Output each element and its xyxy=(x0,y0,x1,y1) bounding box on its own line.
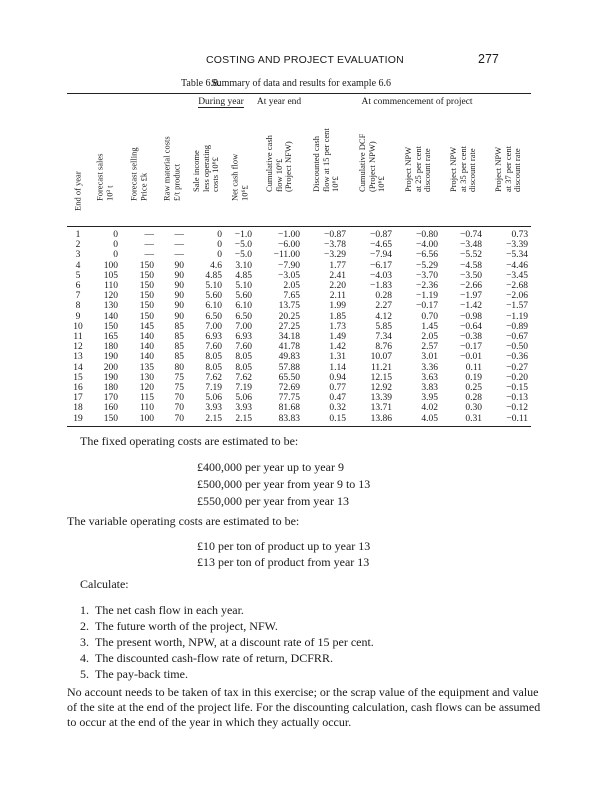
table-cell: −0.67 xyxy=(506,332,529,343)
table-caption-text: Summary of data and results for example 6.6 xyxy=(211,78,392,89)
table-row xyxy=(67,414,531,427)
group-at-year-end: At year end xyxy=(256,97,302,107)
table-row xyxy=(67,322,531,332)
column-header-text: Discounted cash flow at 15 per cent 10⁶£ xyxy=(310,127,340,192)
table-cell: 18 xyxy=(73,403,83,414)
table-cell: 7.00 xyxy=(235,321,253,332)
task-item: 3. The present worth, NPW, at a discount rate of 15 per cent. xyxy=(80,635,374,649)
table-cell: 170 xyxy=(103,393,118,404)
table-cell: −0.50 xyxy=(506,342,529,353)
table-cell: 1.73 xyxy=(329,321,347,332)
column-header xyxy=(187,108,225,227)
task-item: 5. The pay-back time. xyxy=(80,667,188,681)
table-cell: 130 xyxy=(103,301,118,312)
table-row xyxy=(67,332,531,342)
table-cell: −0.12 xyxy=(506,403,529,414)
group-at-commencement: At commencement of project xyxy=(361,97,473,107)
table-cell: 150 xyxy=(139,281,154,292)
variable-costs-intro: The variable operating costs are estimated to be: xyxy=(67,514,300,528)
table-cell: 150 xyxy=(103,321,118,332)
table-cell: 4.12 xyxy=(375,311,393,322)
table-cell: 1.85 xyxy=(329,311,347,322)
table-cell: 4.6 xyxy=(210,260,222,271)
table-cell: 10 xyxy=(73,321,83,332)
table-cell: 3.36 xyxy=(421,362,439,373)
table-cell: −4.46 xyxy=(506,260,529,271)
table-cell: 70 xyxy=(174,393,184,404)
table-cell: 1.14 xyxy=(329,362,347,373)
table-cell: −0.98 xyxy=(460,311,483,322)
table-row xyxy=(67,261,531,271)
table-cell: 3.63 xyxy=(421,372,439,383)
table-cell: 130 xyxy=(139,372,154,383)
table-cell: 6.50 xyxy=(205,311,222,322)
table-cell: 150 xyxy=(139,291,154,302)
column-header-text: Cumulative DCF (Project NPW) 10⁶£ xyxy=(356,133,386,192)
table-cell: 2.57 xyxy=(421,342,439,353)
table-cell: 140 xyxy=(139,352,154,363)
table-cell: 7.34 xyxy=(375,332,393,343)
table-cell: 5.60 xyxy=(235,291,253,302)
table-label: Table 6.8. xyxy=(180,78,221,89)
table-cell: 0.73 xyxy=(511,230,529,240)
table-cell: −0.89 xyxy=(506,321,529,332)
table-cell: 0.30 xyxy=(465,403,483,414)
table-cell: 140 xyxy=(103,311,118,322)
table-cell: 0.28 xyxy=(375,291,393,302)
table-cell: −0.87 xyxy=(324,230,347,240)
column-header xyxy=(395,108,441,227)
table-cell: 140 xyxy=(139,332,154,343)
table-cell: 90 xyxy=(174,291,184,302)
table-cell: −11.00 xyxy=(273,250,301,261)
table-cell: 0 xyxy=(217,240,222,251)
table-cell: −5.29 xyxy=(416,260,439,271)
table-row xyxy=(67,271,531,281)
table-row xyxy=(67,383,531,393)
variable-cost-line: £13 per ton of product from year 13 xyxy=(197,555,370,569)
table-cell: 2.15 xyxy=(235,413,253,424)
table-cell: −5.0 xyxy=(234,250,253,261)
table-cell: — xyxy=(144,230,154,240)
table-cell: 7.60 xyxy=(235,342,253,353)
fixed-cost-line: £550,000 per year from year 13 xyxy=(197,494,349,508)
table-cell: 115 xyxy=(140,393,154,404)
table-cell: −3.05 xyxy=(278,270,301,281)
table-cell: 2.15 xyxy=(205,413,222,424)
table-cell: −6.17 xyxy=(370,260,393,271)
table-cell: 27.25 xyxy=(278,321,301,332)
table-cell: 4.05 xyxy=(421,413,439,424)
table-cell: 2.20 xyxy=(329,281,347,292)
table-cell: 12.92 xyxy=(370,383,393,394)
table-row xyxy=(67,373,531,383)
column-header-text: Forecast sales 10³ t xyxy=(94,153,114,201)
table-cell: −5.34 xyxy=(506,250,529,261)
column-header xyxy=(485,108,531,227)
table-cell: 8.76 xyxy=(375,342,393,353)
closing-paragraph: No account needs to be taken of tax in this exercise; or the scrap value of the equipment and value of the site at the end of the project life. For the discounting calculation, cash flows can be assumed to occur at the end of the year in which they actually occur. xyxy=(67,685,541,729)
table-cell: 7.19 xyxy=(235,383,253,394)
table-cell: −0.15 xyxy=(506,383,529,394)
table-cell: 200 xyxy=(103,362,118,373)
table-cell: −4.65 xyxy=(370,240,393,251)
table-caption xyxy=(0,78,612,89)
table-cell: 6 xyxy=(75,281,81,292)
table-cell: — xyxy=(144,250,154,261)
table-cell: −2.06 xyxy=(506,291,529,302)
table-row xyxy=(67,312,531,322)
table-cell: 1.77 xyxy=(329,260,347,271)
task-item: 4. The discounted cash-flow rate of return, DCFRR. xyxy=(80,651,333,665)
table-cell: −1.19 xyxy=(416,291,439,302)
task-item: 2. The future worth of the project, NFW. xyxy=(80,619,278,633)
table-row xyxy=(67,281,531,291)
table-cell: 0 xyxy=(113,250,118,261)
table-cell: 3 xyxy=(75,250,81,261)
table-cell: −3.29 xyxy=(324,250,347,261)
table-cell: 13.71 xyxy=(370,403,393,414)
calculate-heading: Calculate: xyxy=(80,577,129,591)
table-cell: 85 xyxy=(174,352,184,363)
table-cell: 6.93 xyxy=(235,332,253,343)
table-cell: −0.27 xyxy=(506,362,529,373)
table-cell: −1.83 xyxy=(370,281,393,292)
column-header xyxy=(67,108,89,227)
table-cell: −1.97 xyxy=(460,291,483,302)
table-cell: 90 xyxy=(174,311,184,322)
table-cell: −5.0 xyxy=(234,240,253,251)
table-cell: 150 xyxy=(139,270,154,281)
column-header xyxy=(121,108,157,227)
table-cell: 85 xyxy=(174,332,184,343)
table-cell: −2.68 xyxy=(506,281,529,292)
table-row xyxy=(67,352,531,362)
table-cell: 3.93 xyxy=(205,403,222,414)
column-header-text: Forecast selling Price £k xyxy=(128,147,148,201)
table-cell: 6.10 xyxy=(235,301,253,312)
table-cell: −2.36 xyxy=(416,281,439,292)
table-cell: 0.11 xyxy=(465,362,483,373)
table-cell: 160 xyxy=(103,403,118,414)
table-cell: −0.38 xyxy=(460,332,483,343)
table-cell: 13.86 xyxy=(370,413,393,424)
table-cell: 1.99 xyxy=(329,301,347,312)
table-cell: 0 xyxy=(113,240,118,251)
table-cell: 0.32 xyxy=(329,403,347,414)
table-cell: −1.57 xyxy=(506,301,529,312)
table-cell: 5.06 xyxy=(235,393,253,404)
table-cell: 1 xyxy=(75,230,81,240)
table-cell: 0.25 xyxy=(465,383,483,394)
table-cell: 7.00 xyxy=(205,321,222,332)
table-cell: 4.85 xyxy=(235,270,253,281)
table-cell: 85 xyxy=(174,342,184,353)
table-cell: −3.78 xyxy=(324,240,347,251)
table-cell: −2.66 xyxy=(460,281,483,292)
table-row xyxy=(67,250,531,260)
table-cell: 75 xyxy=(174,372,184,383)
table-cell: 20.25 xyxy=(278,311,301,322)
table-cell: −0.36 xyxy=(506,352,529,363)
table-cell: −3.70 xyxy=(416,270,439,281)
table-cell: 3.10 xyxy=(235,260,253,271)
fixed-cost-line: £500,000 per year from year 9 to 13 xyxy=(197,477,371,491)
table-cell: — xyxy=(144,240,154,251)
table-cell: 100 xyxy=(139,413,154,424)
table-cell: −4.00 xyxy=(416,240,439,251)
table-cell: −0.13 xyxy=(506,393,529,404)
table-cell: 13.75 xyxy=(278,301,301,312)
table-cell: — xyxy=(174,240,184,251)
table-cell: 77.75 xyxy=(278,393,301,404)
table-cell: 150 xyxy=(139,260,154,271)
table-cell: −0.20 xyxy=(506,372,529,383)
table-cell: 70 xyxy=(174,403,184,414)
table-cell: 0.70 xyxy=(421,311,439,322)
table-cell: −3.45 xyxy=(506,270,529,281)
table-cell: — xyxy=(174,230,184,240)
table-cell: −3.50 xyxy=(460,270,483,281)
table-cell: 10.07 xyxy=(370,352,393,363)
table-cell: 80 xyxy=(174,362,184,373)
table-cell: 180 xyxy=(103,342,118,353)
table-cell: 0.94 xyxy=(329,372,347,383)
table-cell: 11.21 xyxy=(370,362,393,373)
table-cell: 5.60 xyxy=(205,291,222,302)
column-header xyxy=(225,108,255,227)
table-cell: 1.49 xyxy=(329,332,347,343)
table-cell: 57.88 xyxy=(278,362,301,373)
table-cell: 2.41 xyxy=(329,270,347,281)
table-cell: 7 xyxy=(75,291,81,302)
table-cell: 150 xyxy=(139,311,154,322)
table-cell: 5.10 xyxy=(205,281,222,292)
table-cell: 7.60 xyxy=(205,342,222,353)
table-cell: 7.62 xyxy=(235,372,253,383)
running-head xyxy=(0,54,612,70)
table-cell: 120 xyxy=(103,291,118,302)
column-header-text: Project NPW at 25 per cent discount rate xyxy=(402,145,432,192)
table-cell: 6.50 xyxy=(235,311,253,322)
table-cell: 8.05 xyxy=(235,362,253,373)
table-cell: 8.05 xyxy=(235,352,253,363)
column-header-text: Project NPW at 35 per cent discount rate xyxy=(447,145,477,192)
table-row xyxy=(67,301,531,311)
table-cell: 5.10 xyxy=(235,281,253,292)
table-cell: — xyxy=(174,250,184,261)
table-cell: 72.69 xyxy=(278,383,301,394)
table-cell: −7.94 xyxy=(370,250,393,261)
table-cell: 13 xyxy=(73,352,83,363)
table-cell: 1.42 xyxy=(329,342,347,353)
table-cell: 90 xyxy=(174,260,184,271)
table-cell: 0.47 xyxy=(329,393,347,404)
table-cell: 100 xyxy=(103,260,118,271)
table-cell: 70 xyxy=(174,413,184,424)
table-cell: 4.02 xyxy=(421,403,439,414)
table-cell: 7.19 xyxy=(205,383,222,394)
table-cell: 3.83 xyxy=(421,383,439,394)
table-cell: 19 xyxy=(73,413,83,424)
table-cell: 0.15 xyxy=(329,413,347,424)
table-cell: 12.15 xyxy=(370,372,393,383)
column-header xyxy=(349,108,395,227)
column-header xyxy=(157,108,187,227)
table-cell: 5 xyxy=(75,270,81,281)
fixed-cost-line: £400,000 per year up to year 9 xyxy=(197,460,344,474)
table-cell: −7.90 xyxy=(278,260,301,271)
table-cell: −1.00 xyxy=(278,230,301,240)
table-cell: 4.85 xyxy=(205,270,222,281)
table-cell: −0.01 xyxy=(460,352,483,363)
group-header-row xyxy=(67,94,531,109)
table-cell: 90 xyxy=(174,301,184,312)
table-cell: 0 xyxy=(217,250,222,261)
table-cell: 8.05 xyxy=(205,362,222,373)
table-cell: 1.31 xyxy=(329,352,347,363)
running-head-title: COSTING AND PROJECT EVALUATION xyxy=(206,54,404,66)
column-header-text: Net cash flow 10⁶£ xyxy=(229,153,249,201)
table-cell: 135 xyxy=(139,362,154,373)
table-cell: 65.50 xyxy=(278,372,301,383)
table-cell: −4.58 xyxy=(460,260,483,271)
table-cell: 13.39 xyxy=(370,393,393,404)
table-cell: 49.83 xyxy=(278,352,301,363)
table-row xyxy=(67,291,531,301)
table-cell: 6.10 xyxy=(205,301,222,312)
table-cell: 2.05 xyxy=(421,332,439,343)
table-cell: 81.68 xyxy=(278,403,301,414)
table-cell: 9 xyxy=(75,311,81,322)
table-cell: 150 xyxy=(103,413,118,424)
table-cell: −0.87 xyxy=(370,230,393,240)
table-cell: 0.31 xyxy=(465,413,483,424)
column-header-text: Project NPW at 37 per cent discount rate xyxy=(492,145,522,192)
table-cell: −1.19 xyxy=(506,311,529,322)
table-cell: 2.11 xyxy=(329,291,347,302)
column-header xyxy=(303,108,349,227)
table-cell: 5.06 xyxy=(205,393,222,404)
table-cell: −1.42 xyxy=(460,301,483,312)
table-cell: 0.77 xyxy=(329,383,347,394)
table-cell: 0 xyxy=(217,230,222,240)
table-cell: 83.83 xyxy=(278,413,301,424)
table-cell: 2.05 xyxy=(283,281,301,292)
column-header xyxy=(89,108,121,227)
table-row xyxy=(67,393,531,403)
table-cell: 120 xyxy=(139,383,154,394)
table-cell: 165 xyxy=(103,332,118,343)
table-cell: 7.65 xyxy=(283,291,301,302)
table-cell: −3.39 xyxy=(506,240,529,251)
group-during-year: During year xyxy=(198,97,244,107)
table-cell: −1.0 xyxy=(234,230,253,240)
table-cell: 0.19 xyxy=(465,372,483,383)
page-number: 277 xyxy=(478,52,499,66)
table-cell: 180 xyxy=(103,383,118,394)
table-row xyxy=(67,342,531,352)
column-header-row xyxy=(67,108,531,227)
data-table xyxy=(67,93,531,427)
table-cell: 105 xyxy=(103,270,118,281)
table-cell: 90 xyxy=(174,270,184,281)
table-cell: 190 xyxy=(103,352,118,363)
table-row xyxy=(67,403,531,413)
task-item: 1. The net cash flow in each year. xyxy=(80,603,244,617)
table-cell: 17 xyxy=(73,393,83,404)
table-cell: −6.56 xyxy=(416,250,439,261)
table-row xyxy=(67,240,531,250)
table-cell: 12 xyxy=(73,342,83,353)
table-cell: 41.78 xyxy=(278,342,301,353)
table-cell: 4 xyxy=(75,260,81,271)
table-cell: 8 xyxy=(75,301,81,312)
table-cell: 0.28 xyxy=(465,393,483,404)
variable-cost-line: £10 per ton of product up to year 13 xyxy=(197,539,371,553)
table-cell: 0 xyxy=(113,230,118,240)
table-cell: 140 xyxy=(139,342,154,353)
table-cell: 5.85 xyxy=(375,321,393,332)
table-cell: 14 xyxy=(73,362,83,373)
table-cell: 15 xyxy=(73,372,83,383)
table-cell: 7.62 xyxy=(205,372,222,383)
table-cell: 2 xyxy=(75,240,81,251)
table-cell: 3.95 xyxy=(421,393,439,404)
table-cell: −0.80 xyxy=(416,230,439,240)
table-cell: 190 xyxy=(103,372,118,383)
table-cell: −0.74 xyxy=(460,230,483,240)
table-body xyxy=(67,227,531,427)
column-header-text: End of year xyxy=(72,170,83,211)
table-cell: 110 xyxy=(140,403,154,414)
table-cell: 3.01 xyxy=(421,352,439,363)
column-header xyxy=(441,108,485,227)
table-cell: 3.93 xyxy=(235,403,253,414)
table-cell: −0.11 xyxy=(506,413,529,424)
table-cell: −3.48 xyxy=(460,240,483,251)
table-cell: 2.27 xyxy=(375,301,393,312)
table-cell: 75 xyxy=(174,383,184,394)
table-row xyxy=(67,227,531,241)
table-cell: 16 xyxy=(73,383,83,394)
table-cell: 11 xyxy=(73,332,83,343)
table-cell: 34.18 xyxy=(278,332,301,343)
table-cell: 145 xyxy=(139,321,154,332)
column-header xyxy=(255,108,303,227)
column-header-text: Cumulative cash flow 10⁶£ (Project NFW) xyxy=(263,134,293,192)
table-cell: 1.45 xyxy=(421,321,439,332)
column-header-text: Sale income less operating costs 10⁶£ xyxy=(190,144,220,192)
table-cell: 150 xyxy=(139,301,154,312)
table-cell: −5.52 xyxy=(460,250,483,261)
table-cell: −4.03 xyxy=(370,270,393,281)
table-cell: −6.00 xyxy=(278,240,301,251)
table-row xyxy=(67,363,531,373)
fixed-costs-intro: The fixed operating costs are estimated to be: xyxy=(80,434,299,448)
table-cell: 90 xyxy=(174,281,184,292)
table-cell: −0.17 xyxy=(416,301,439,312)
column-header-text: Raw material costs £/t product xyxy=(161,136,181,201)
table-cell: 6.93 xyxy=(205,332,222,343)
table-cell: −0.17 xyxy=(460,342,483,353)
table-cell: 8.05 xyxy=(205,352,222,363)
table-cell: 85 xyxy=(174,321,184,332)
table-cell: 110 xyxy=(104,281,118,292)
table-cell: −0.64 xyxy=(460,321,483,332)
